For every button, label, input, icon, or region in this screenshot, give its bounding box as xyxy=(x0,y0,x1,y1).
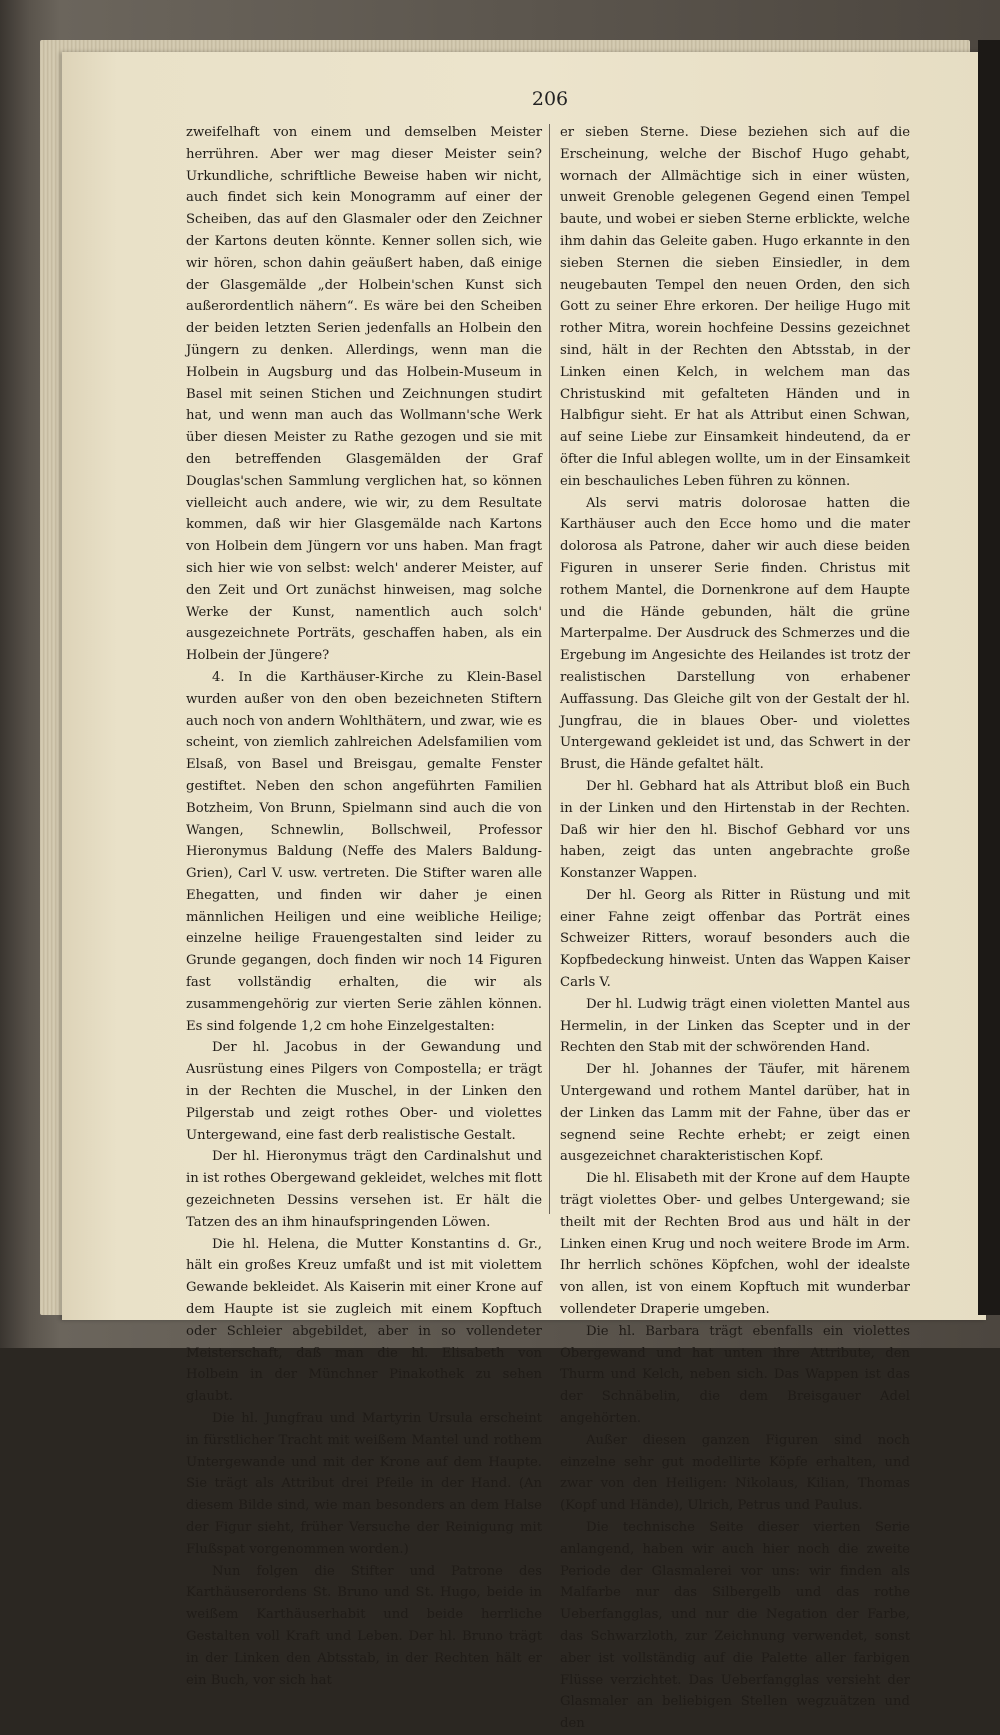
paragraph: Der hl. Gebhard hat als Attribut bloß ein Buch in der Linken und den Hirtenstab in der Rechten. Daß wir hier den hl. Bischof Gebhard vor uns haben, zeigt das unten angebrachte große Konstanzer Wappen. xyxy=(560,778,910,882)
paragraph: 4. In die Karthäuser-Kirche zu Klein-Basel wurden außer von den oben bezeichneten Stiftern auch noch von andern Wohlthätern, und zwar, wie es scheint, von ziemlich zahlreichen Adelsfamilien vom Elsaß, von Basel und Breisgau, gemalte Fenster gestiftet. Neben den schon angeführten Familien Botzheim, Von Brunn, Spielmann sind auch die von Wangen, Schnewlin, Bollschweil, Professor Hieronymus Baldung (Neffe des Malers Baldung-Grien), Carl V. usw. vertreten. Die Stifter waren alle Ehegatten, und finden wir daher je einen männlichen Heiligen und eine weibliche Heilige; einzelne heilige Frauengestalten sind leider zu Grunde gegangen, doch finden wir noch 14 Figuren fast vollständig erhalten, die wir als zusammengehörig zur vierten Serie zählen können. Es sind folgende 1,2 cm hohe Einzelgestalten: xyxy=(186,669,542,1034)
column-divider xyxy=(549,124,550,1214)
left-column xyxy=(186,122,542,1688)
paragraph: Der hl. Jacobus in der Gewandung und Ausrüstung eines Pilgers von Compostella; er trägt in der Rechten die Muschel, in der Linken den Pilgerstab und zeigt rothes Ober- und violettes Untergewand, eine fast derb realistische Gestalt. xyxy=(186,1040,542,1143)
paragraph: Der hl. Hieronymus trägt den Cardinalshut und in ist rothes Obergewand gekleidet, welches mit flott gezeichneten Dessins versehen ist. Er hält die Tatzen des an ihm hinaufspringenden Löwen. xyxy=(186,1149,542,1230)
paragraph: Nun folgen die Stifter und Patrone des Karthäuserordens St. Bruno und St. Hugo, beide in weißem Karthäuserhabit und beide herrliche Gestalten voll Kraft und Leben. Der hl. Bruno trägt in der Linken den Abtsstab, in der Rechten hält er ein Buch, vor sich hat xyxy=(186,1563,542,1688)
paragraph: Die technische Seite dieser vierten Serie anlangend, haben wir auch hier noch die zweite Periode der Glasmalerei vor uns: wir finden als Malfarbe nur das Silbergelb und das rothe Ueberfangglas, und nur die Negation der Farbe, das Schwarzloth, zur Zeichnung verwendet, sonst aber ist vollständig auf die Palette aller farbigen Flüsse verzichtet. Das Ueberfangglas versieht der Glasmaler an beliebigen Stellen wegzuätzen und den xyxy=(560,1520,910,1732)
cover-edge xyxy=(978,40,1000,1315)
paragraph: zweifelhaft von einem und demselben Meister herrühren. Aber wer mag dieser Meister sein? Urkundliche, schriftliche Beweise haben wir nicht, auch findet sich kein Monogramm auf einer der Scheiben, das auf den Glasmaler oder den Zeichner der Kartons deuten könnte. Kenner sollen sich, wie wir hören, schon dahin geäußert haben, daß einige der Glasgemälde „der Holbein'schen Kunst sich außerordentlich nähern“. Es wäre bei den Scheiben der beiden letzten Serien jedenfalls an Holbein den Jüngern zu denken. Allerdings, wenn man die Holbein in Augsburg und das Holbein-Museum in Basel mit seinen Stichen und Zeichnungen studirt hat, und wenn man auch das Wollmann'sche Werk über diesen Meister zu Rathe gezogen und sie mit den betreffenden Glasgemälden der Graf Douglas'schen Sammlung verglichen hat, so können vielleicht auch andere, wie wir, zu dem Resultate kommen, daß wir hier Glasgemälde nach Kartons von Holbein dem Jüngern vor uns haben. Man fragt sich hier wie von selbst: welch' anderer Meister, auf den Zeit und Ort zunächst hinweisen, mag solche Werke der Kunst, namentlich auch solch' ausgezeichnete Porträts, geschaffen haben, als ein Holbein der Jüngere? xyxy=(186,125,542,664)
paragraph: Der hl. Ludwig trägt einen violetten Mantel aus Hermelin, in der Linken das Scepter und in der Rechten den Stab mit der schwörenden Hand. xyxy=(560,996,910,1056)
page-number: 206 xyxy=(531,88,569,110)
paragraph: Der hl. Johannes der Täufer, mit härenem Untergewand und rothem Mantel darüber, hat in der Linken das Lamm mit der Fahne, über das er segnend seine Rechte erhebt; er zeigt einen ausgezeichnet charakteristischen Kopf. xyxy=(560,1062,910,1165)
paragraph: er sieben Sterne. Diese beziehen sich auf die Erscheinung, welche der Bischof Hugo gehabt, wornach der Allmächtige sich in einer wüsten, unweit Grenoble gelegenen Gegend einen Tempel baute, und wobei er sieben Sterne erblickte, welche ihm dahin das Geleite gaben. Hugo erkannte in den sieben Sternen die sieben Einsiedler, in dem neugebauten Tempel den neuen Orden, den sich Gott zu seiner Ehre erkoren. Der heilige Hugo mit rother Mitra, worein hochfeine Dessins gezeichnet sind, hält in der Rechten den Abtsstab, in der Linken einen Kelch, in welchem man das Christuskind mit gefalteten Händen und in Halbfigur sieht. Er hat als Attribut einen Schwan, auf seine Liebe zur Einsamkeit hindeutend, da er öfter die Inful ablegen wollte, um in der Einsamkeit ein beschauliches Leben führen zu können. xyxy=(560,125,910,489)
margin-mark xyxy=(990,500,994,514)
paragraph: Die hl. Jungfrau und Martyrin Ursula erscheint in fürstlicher Tracht mit weißem Mantel und rothem Untergewande und mit der Krone auf dem Haupte. Sie trägt als Attribut drei Pfeile in der Hand. (An diesem Bilde sind, wie man besonders an dem Halse der Figur sieht, früher Versuche der Reinigung mit Flußspat vorgenommen worden.) xyxy=(186,1411,542,1557)
paragraph: Die hl. Elisabeth mit der Krone auf dem Haupte trägt violettes Ober- und gelbes Untergewand; sie theilt mit der Rechten Brod aus und hält in der Linken einen Krug und noch weitere Brode im Arm. Ihr herrlich schönes Köpfchen, wohl der idealste von allen, ist von einem Kopftuch mit wunderbar vollendeter Draperie umgeben. xyxy=(560,1171,910,1318)
paragraph: Als servi matris dolorosae hatten die Karthäuser auch den Ecce homo und die mater dolorosa als Patrone, daher wir auch diese beiden Figuren in unserer Serie finden. Christus mit rothem Mantel, die Dornenkrone auf dem Haupte und die Hände gebunden, hält die grüne Marterpalme. Der Ausdruck des Schmerzes und die Ergebung im Angesichte des Heilandes ist trotz der realistischen Darstellung von erhabener Auffassung. Das Gleiche gilt von der Gestalt der hl. Jungfrau, die in blaues Ober- und violettes Untergewand gekleidet ist und, das Schwert in der Brust, die Hände gefaltet hält. xyxy=(560,495,910,773)
paragraph: Außer diesen ganzen Figuren sind noch einzelne sehr gut modellirte Köpfe erhalten, und zwar von den Heiligen: Nikolaus, Kilian, Thomas (Kopf und Hände), Ulrich, Petrus und Paulus. xyxy=(560,1432,910,1514)
paragraph: Die hl. Barbara trägt ebenfalls ein violettes Obergewand und hat unten ihre Attribute, den Thurm und Kelch, neben sich. Das Wappen ist das der Schnäbelin, die dem Breisgauer Adel angehörten. xyxy=(560,1323,910,1427)
paragraph: Der hl. Georg als Ritter in Rüstung und mit einer Fahne zeigt offenbar das Porträt eines Schweizer Ritters, worauf besonders auch die Kopfbedeckung hinweist. Unten das Wappen Kaiser Carls V. xyxy=(560,887,910,991)
right-column xyxy=(560,122,910,1732)
paragraph: Die hl. Helena, die Mutter Konstantins d. Gr., hält ein großes Kreuz umfaßt und ist mit violettem Gewande bekleidet. Als Kaiserin mit einer Krone auf dem Haupte ist sie zugleich mit einem Kopftuch oder Schleier abgebildet, aber in so vollendeter Meisterschaft, daß man die hl. Elisabeth von Holbein in der Münchner Pinakothek zu sehen glaubt. xyxy=(186,1236,542,1405)
